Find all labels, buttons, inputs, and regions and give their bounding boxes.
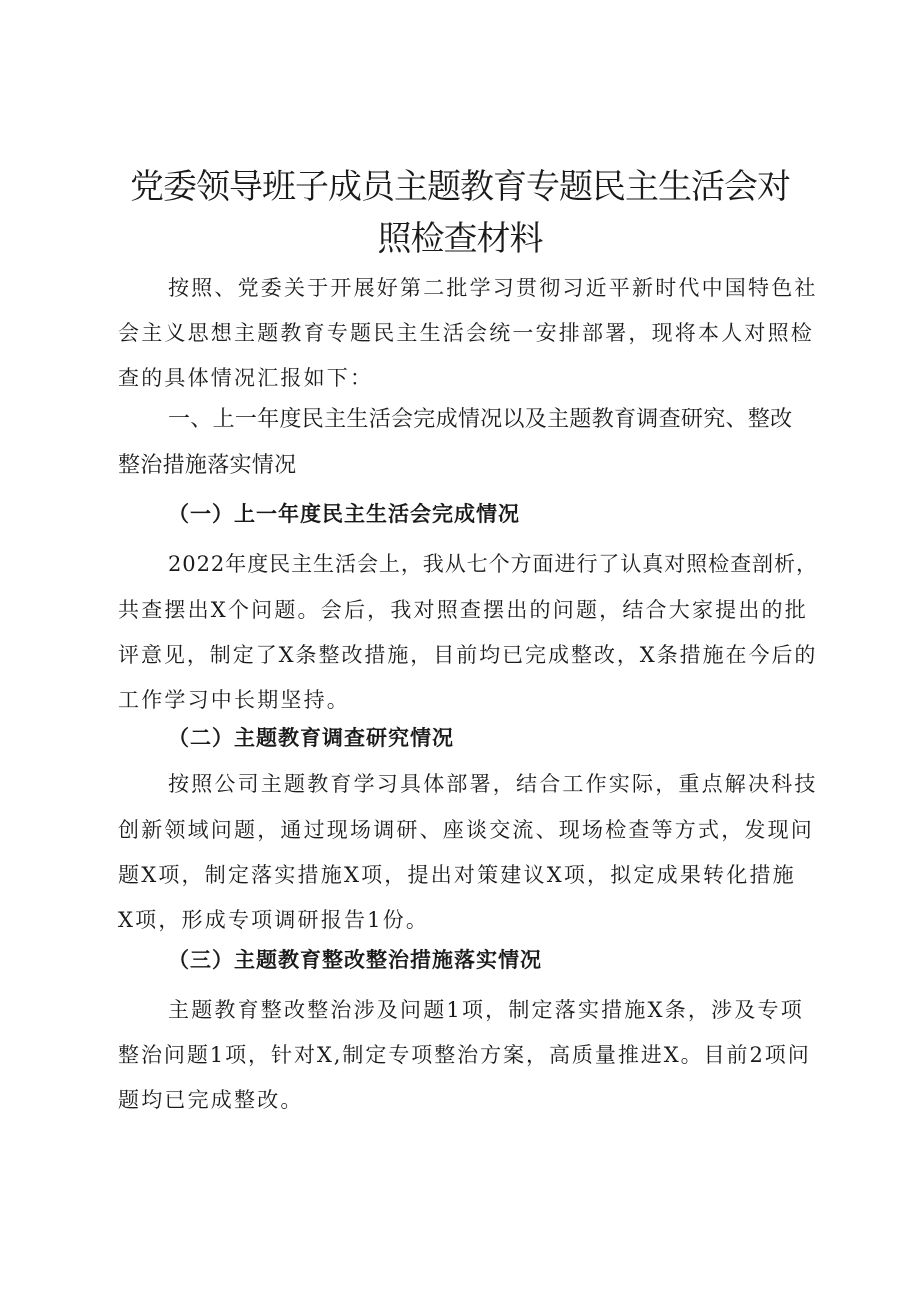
- document-title-line-2: 照检查材料: [377, 219, 543, 259]
- intro-line-3: 查的具体情况汇报如下：: [118, 366, 374, 390]
- subsection-1-line-3: 评意见，制定了X条整改措施，目前均已完成整改，X条措施在今后的: [118, 643, 818, 667]
- subsection-3-line-1: 主题教育整改整治涉及问题1项，制定落实措施X条，涉及专项: [168, 998, 804, 1022]
- section-1-heading-line-1: 一、上一年度民主生活会完成情况以及主题教育调查研究、整改: [168, 407, 793, 432]
- subsection-2-line-2: 创新领域问题，通过现场调研、座谈交流、现场检查等方式，发现问: [118, 818, 814, 842]
- intro-line-2: 会主义思想主题教育专题民主生活会统一安排部署，现将本人对照检: [118, 321, 814, 345]
- intro-line-1: 按照、党委关于开展好第二批学习贯彻习近平新时代中国特色社: [168, 276, 818, 300]
- subsection-1-heading: （一）上一年度民主生活会完成情况: [168, 501, 520, 526]
- section-1-heading-line-2: 整治措施落实情况: [118, 453, 297, 478]
- subsection-2-heading: （二）主题教育调查研究情况: [168, 725, 454, 750]
- subsection-1-line-1: 2022年度民主生活会上，我从七个方面进行了认真对照检查剖析，: [168, 552, 818, 576]
- subsection-1-line-4: 工作学习中长期坚持。: [118, 688, 350, 712]
- subsection-3-line-2: 整治问题1项，针对X,制定专项整治方案，高质量推进X。目前2项问: [118, 1043, 811, 1067]
- subsection-3-line-3: 题均已完成整改。: [118, 1088, 304, 1112]
- subsection-3-heading: （三）主题教育整改整治措施落实情况: [168, 947, 542, 972]
- subsection-1-line-2: 共查摆出X个问题。会后，我对照查摆出的问题，结合大家提出的批: [118, 598, 808, 622]
- subsection-2-line-3: 题X项，制定落实措施X项，提出对策建议X项，拟定成果转化措施: [118, 863, 796, 887]
- subsection-2-line-4: X项，形成专项调研报告1份。: [118, 908, 430, 932]
- document-title-line-1: 党委领导班子成员主题教育专题民主生活会对: [130, 167, 790, 207]
- subsection-2-line-1: 按照公司主题教育学习具体部署，结合工作实际，重点解决科技: [168, 772, 818, 796]
